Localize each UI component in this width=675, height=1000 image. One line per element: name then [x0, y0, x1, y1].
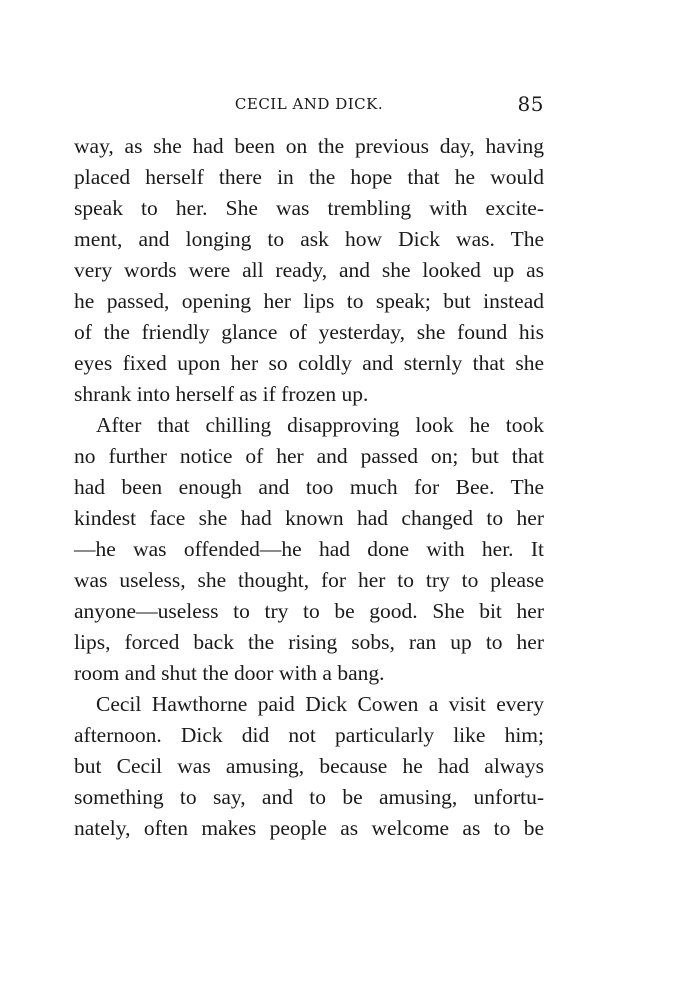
running-head	[74, 92, 544, 119]
text-line: anyone—useless to try to be good. She bit her	[74, 599, 544, 623]
body-text	[74, 131, 544, 844]
text-line: After that chilling disapproving look he took	[96, 413, 544, 437]
paragraph	[74, 689, 544, 844]
text-line: room and shut the door with a bang.	[74, 661, 385, 685]
text-line: lips, forced back the rising sobs, ran up to her	[74, 630, 544, 654]
running-title: CECIL AND DICK.	[234, 95, 384, 113]
text-line: of the friendly glance of yesterday, she found his	[74, 320, 544, 344]
paragraph	[74, 410, 544, 689]
text-line: had been enough and too much for Bee. The	[74, 475, 544, 499]
text-line: —he was offended—he had done with her. It	[74, 537, 544, 561]
text-line: speak to her. She was trembling with excite-	[74, 196, 544, 220]
text-line: shrank into herself as if frozen up.	[74, 382, 369, 406]
text-line: kindest face she had known had changed to her	[74, 506, 544, 530]
text-line: ment, and longing to ask how Dick was. The	[74, 227, 544, 251]
text-line: very words were all ready, and she looked up as	[74, 258, 544, 282]
text-line: but Cecil was amusing, because he had always	[74, 754, 544, 778]
text-line: eyes fixed upon her so coldly and sternly that she	[74, 351, 544, 375]
text-line: he passed, opening her lips to speak; but instead	[74, 289, 544, 313]
text-line: no further notice of her and passed on; but that	[74, 444, 544, 468]
text-line: afternoon. Dick did not particularly like him;	[74, 723, 544, 747]
page-number: 85	[517, 92, 544, 116]
text-line: Cecil Hawthorne paid Dick Cowen a visit every	[96, 692, 544, 716]
text-line: nately, often makes people as welcome as to be	[74, 816, 544, 840]
text-line: something to say, and to be amusing, unfortu-	[74, 785, 544, 809]
text-line: placed herself there in the hope that he would	[74, 165, 544, 189]
paragraph	[74, 131, 544, 410]
text-line: way, as she had been on the previous day, having	[74, 134, 544, 158]
text-line: was useless, she thought, for her to try to please	[74, 568, 544, 592]
